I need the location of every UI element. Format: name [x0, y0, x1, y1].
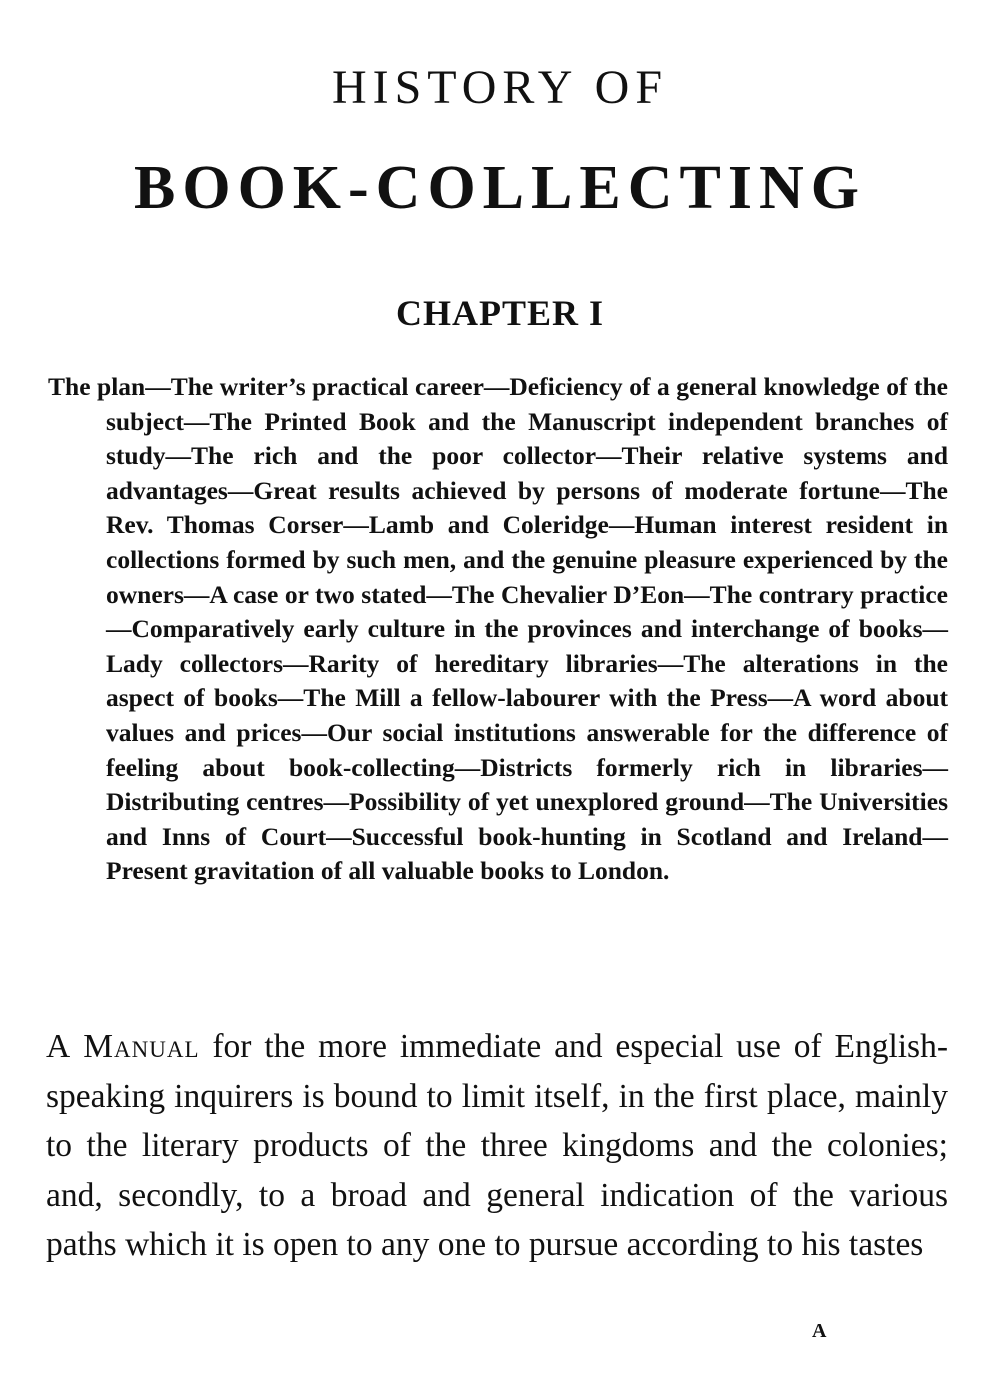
lead-words: A Manual: [46, 1028, 200, 1065]
chapter-synopsis: The plan—The writer’s practical career—Deficiency of a general knowledge of the subject—The Printed Book and the Manuscript independent branches of study—The rich and the poor collector—Their relative systems and advantages—Great results achieved by persons of moderate fortune—The Rev. Thomas Corser—Lamb and Coleridge—Human interest resident in collections formed by such men, and the genuine pleasure experienced by the owners—A case or two stated—The Chevalier D’Eon—The contrary practice—Comparatively early culture in the provinces and interchange of books—Lady collectors—Rarity of hereditary libraries—The alterations in the aspect of books—The Mill a fellow-labourer with the Press—A word about values and prices—Our social institutions answerable for the difference of feeling about book-collecting—Districts formerly rich in libraries—Distributing centres—Possibility of yet unexplored ground—The Universities and Inns of Court—Successful book-hunting in Scotland and Ireland—Present gravitation of all valuable books to London.: [48, 372, 948, 886]
body-paragraph: [46, 1022, 948, 1270]
book-title: BOOK-COLLECTING: [134, 154, 866, 222]
title-line-1: HISTORY OF: [331, 61, 669, 114]
chapter-heading: CHAPTER I: [395, 293, 605, 333]
body-text: for the more immediate and especial use of English-speaking inquirers is bound to limit itself, in the first place, mainly to the literary products of the three kingdoms and the colonies; and, secondly, to a broad and general indication of the various paths which it is open to any one to pursue according to his tastes: [46, 1028, 949, 1263]
signature-mark: A: [812, 1320, 827, 1342]
